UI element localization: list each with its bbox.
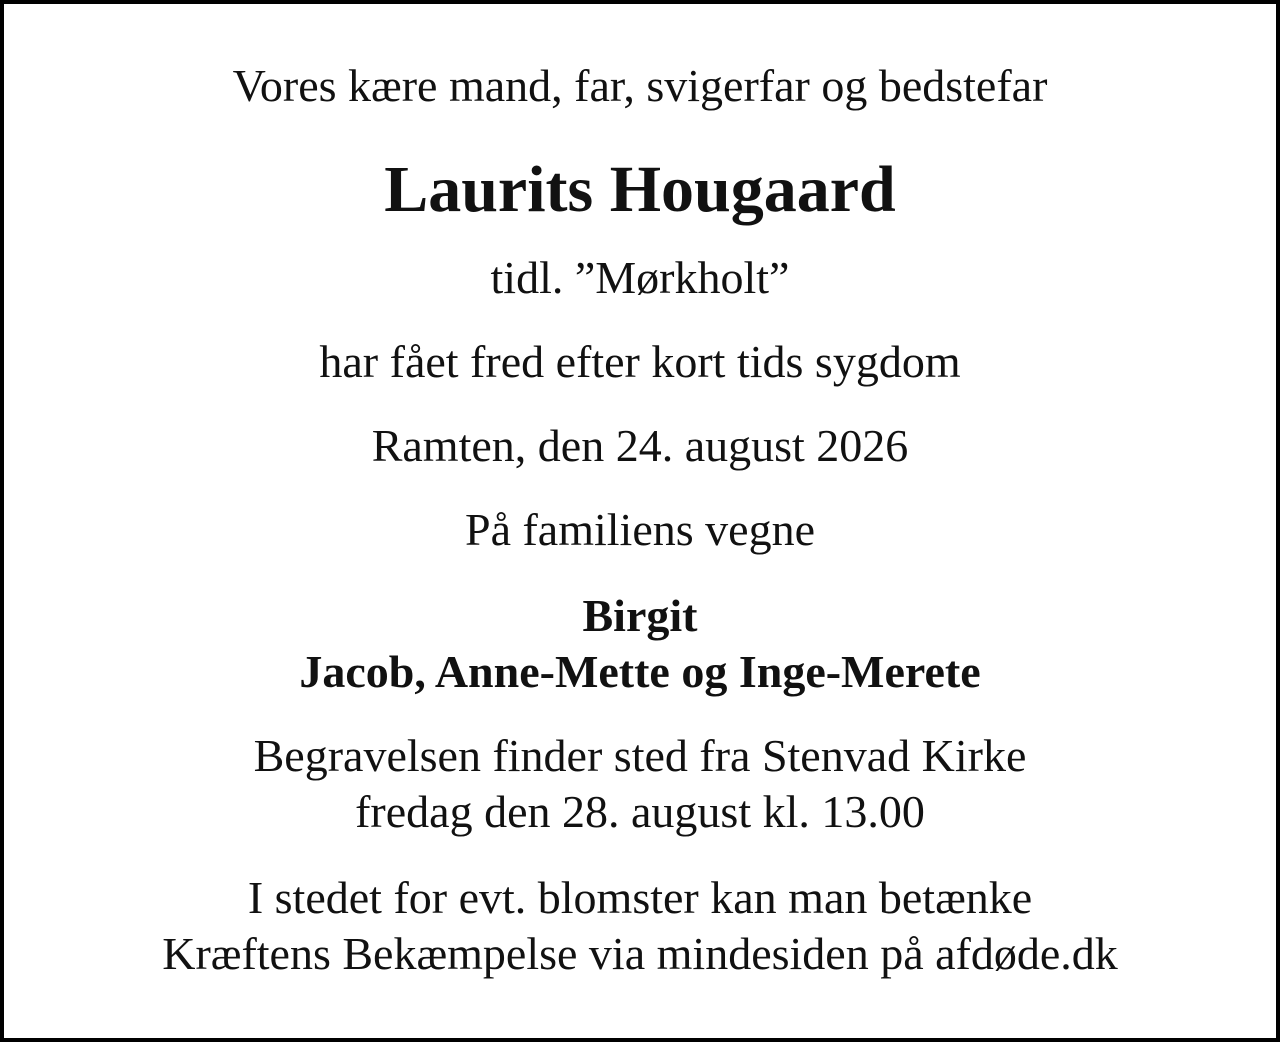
former-residence: tidl. ”Mørkholt”	[490, 252, 790, 303]
intro-text: Vores kære mand, far, svigerfar og bedstefar	[232, 60, 1048, 111]
deceased-name: Laurits Hougaard	[384, 153, 896, 226]
funeral-info-line: Begravelsen finder sted fra Stenvad Kirke	[253, 730, 1027, 781]
donation-info-line: I stedet for evt. blomster kan man betænke	[247, 872, 1033, 923]
funeral-info-line: fredag den 28. august kl. 13.00	[355, 786, 925, 837]
family-name-line: Birgit	[582, 590, 698, 641]
place-and-date: Ramten, den 24. august 2026	[371, 420, 909, 471]
death-statement: har fået fred efter kort tids sygdom	[319, 336, 961, 387]
donation-info-line: Kræftens Bekæmpelse via mindesiden på afdøde.dk	[162, 928, 1118, 979]
on-behalf-text: På familiens vegne	[464, 504, 815, 555]
family-name-line: Jacob, Anne-Mette og Inge-Merete	[299, 646, 981, 697]
